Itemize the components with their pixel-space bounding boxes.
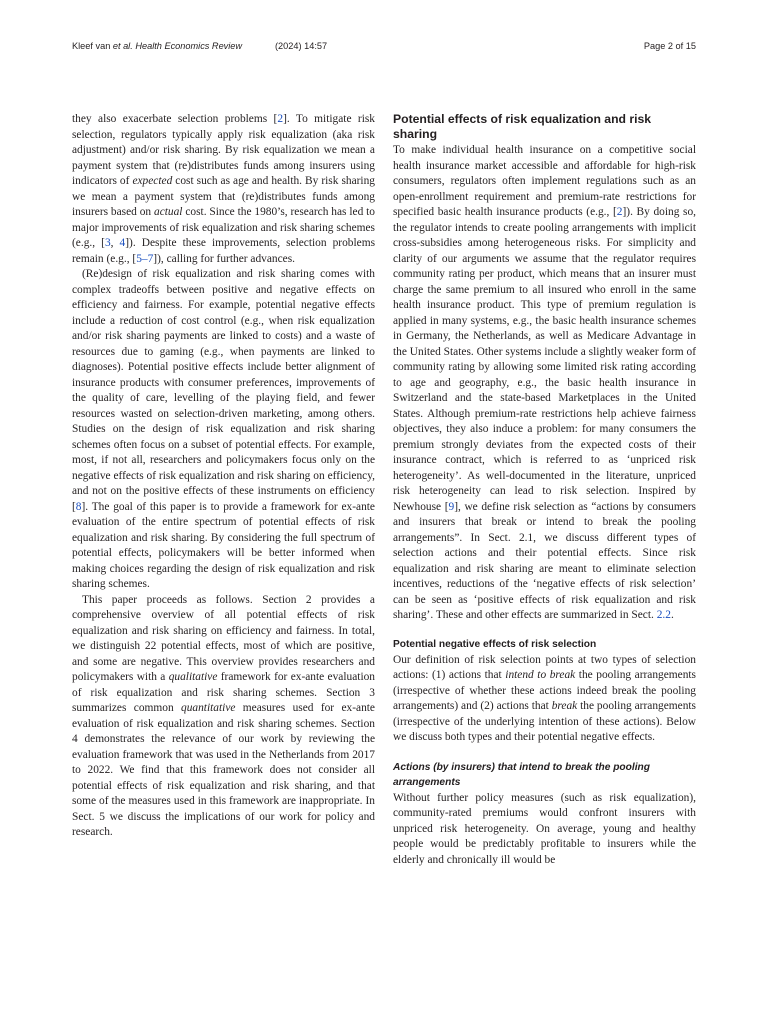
citation-link[interactable]: 4 [119, 237, 126, 249]
left-column [72, 112, 375, 841]
section-heading: Potential effects of risk equalization and risk sharing [393, 112, 652, 141]
paragraph: (Re)design of risk equalization and risk sharing comes with complex tradeoffs between positive and negative effects on efficiency and fairness. For example, potential negative effects include a reduction of cost control (e.g., when risk equalization and/or risk sharing payments are linked to costs) and a waste of resources due to gaming (e.g., when payments are linked to diagnoses). Potential positive effects include better alignment of insurance products with consumer preferences, improvements of the quality of care, levelling of the playing field, and fewer resources wasted on selection-driven marketing, among others. Studies on the design of risk equalization and risk sharing schemes often focus on a subset of potential effects. For example, most, if not all, researchers and policymakers focus only on the negative effects of risk equalization and risk sharing on efficiency, and not on the positive effects of these instruments on efficiency [8]. The goal of this paper is to provide a framework for ex-ante evaluation of the entire spectrum of potential effects of risk equalization and risk sharing. By considering the full spectrum of potential effects, policymakers will be better informed when making choices regarding the design of risk equalization and risk sharing schemes. [72, 268, 375, 590]
citation-link[interactable]: 3 [104, 237, 111, 249]
header-year-volume: (2024) 14:57 [275, 41, 328, 51]
paragraph: they also exacerbate selection problems [2]. To mitigate risk selection, regulators typically apply risk equalization (aka risk adjustment) and/or risk sharing. By risk equalization we mean a payment system that (re)distributes funds among insurers using indicators of expected cost such as age and health. By risk sharing we mean a payment system that (re)distributes funds among insurers based on actual cost. Since the 1980’s, research has led to major improvements of risk equalization and risk sharing schemes (e.g., [3, 4]). Despite these improvements, selection problems remain (e.g., [5–7]), calling for further advances. [72, 113, 376, 265]
subsubsection-heading: Actions (by insurers) that intend to break the pooling arrangements [393, 761, 650, 788]
paragraph: To make individual health insurance on a competitive social health insurance market accessible and affordable for high-risk consumers, regulators often implement regulations such as an open-enrollment requirement and premium-rate restrictions for specified basic health insurance products (e.g., [2]). By doing so, the regulator intends to create pooling arrangements with implicit cross-subsidies among heterogeneous risks. For simplicity and clarity of our arguments we assume that the regulator requires community rating per product, which means that an insurer must charge the same premium to all insured who enroll in the same health insurance product. This type of premium regulation is applied in many systems, e.g., the basic health insurance schemes in Germany, the Netherlands, as well as Medicare Advantage in the United States. Other systems include a slightly weaker form of community rating by allowing some limited risk rating according to age and geography, e.g., the basic health insurance in Switzerland and the state-based Marketplaces in the United States. Although premium-rate restrictions help achieve fairness objectives, they also induce a problem: for many consumers the premium strongly deviates from the expected costs of their insurance contract, which is referred to as ‘unpriced risk heterogeneity’. As well-documented in the literature, unpriced risk heterogeneity can lead to risk selection. Inspired by Newhouse [9], we define risk selection as “actions by consumers and insurers that break or intend to break the pooling arrangements”. In Sect. 2.1, we discuss different types of selection actions and their potential effects. Since risk equalization and risk sharing are meant to eliminate selection incentives, reductions of the ‘negative effects of risk selection’ can be seen as ‘positive effects of risk equalization and risk sharing’. These and other effects are summarized in Sect. 2.2. [393, 144, 696, 621]
header-page-number: Page 2 of 15 [643, 41, 696, 51]
right-column [393, 112, 696, 868]
subsection-heading: Potential negative effects of risk selection [393, 638, 597, 650]
running-header [72, 41, 696, 55]
header-citation: Kleef van et al. Health Economics Review [72, 41, 243, 51]
paragraph: Our definition of risk selection points at two types of selection actions: (1) actions that intend to break the pooling arrangements (irrespective of whether these actions indeed break the pooling arrangements) and (2) actions that break the pooling arrangements (irrespective of the underlying intention of these actions). Below we discuss both types and their potential negative effects. [393, 653, 696, 743]
citation-link[interactable]: 8 [75, 500, 82, 513]
citation-link[interactable]: 2 [616, 206, 623, 218]
paragraph: This paper proceeds as follows. Section 2 provides a comprehensive overview of all potential effects of risk equalization and risk sharing on efficiency and fairness. In total, we distinguish 22 potential effects, most of which are positive, and some are negative. This overview provides researchers and policymakers with a qualitative framework for ex-ante evaluation of risk equalization and risk sharing schemes. Section 3 summarizes common quantitative measures used for ex-ante evaluation of risk equalization and risk sharing schemes. Section 4 demonstrates the relevance of our work by reviewing the evaluation framework that was used in the Netherlands from 2017 to 2022. We find that this framework does not consider all potential effects of risk equalization and risk sharing, and that some of the measures used in this framework are inappropriate. In Sect. 5 we discuss the implications of our work for policy and research. [72, 593, 375, 838]
citation-link[interactable]: 2 [277, 113, 284, 125]
citation-link[interactable]: 9 [448, 500, 455, 513]
section-link[interactable]: 2.2 [656, 609, 671, 621]
paragraph: Without further policy measures (such as risk equalization), community-rated premiums would confront insurers with unpriced risk heterogeneity. On average, young and healthy people would be predictably profitable to insurers while the elderly and chronically ill would be [393, 791, 696, 866]
citation-link[interactable]: 5–7 [136, 252, 154, 265]
